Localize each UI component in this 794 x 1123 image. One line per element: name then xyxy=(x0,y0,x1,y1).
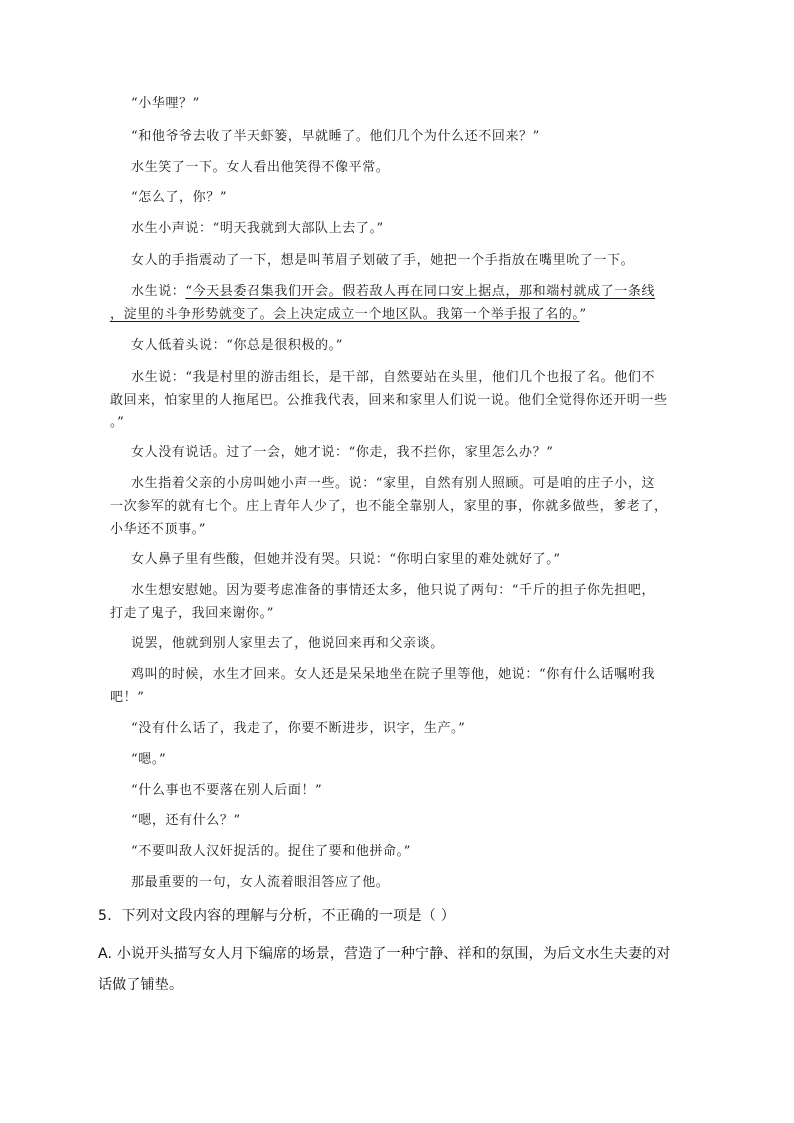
passage-line: “小华哩？” xyxy=(131,96,200,111)
option-a-line: A. 小说开头描写女人月下编席的场景，营造了一种宁静、祥和的氛围，为后文水生夫妻的对 xyxy=(98,946,671,962)
passage-line: 那最重要的一句，女人流着眼泪答应了他。 xyxy=(131,875,390,890)
question-number: 5. xyxy=(98,908,112,924)
passage-line: “和他爷爷去收了半天虾篓，早就睡了。他们几个为什么还不回来？” xyxy=(131,129,540,144)
passage-line: 女人没有说话。过了一会，她才说：“你走，我不拦你，家里怎么办？” xyxy=(131,445,554,460)
passage-line: “怎么了，你？” xyxy=(131,190,228,205)
passage-line: 鸡叫的时候，水生才回来。女人还是呆呆地坐在院子里等他，她说：“你有什么话嘱咐我 xyxy=(131,667,656,682)
passage-line: 女人低着头说：“你总是很积极的。” xyxy=(131,338,343,353)
passage-line: “嗯，还有什么？” xyxy=(131,813,241,828)
passage-line: 说罢，他就到别人家里去了，他说回来再和父亲谈。 xyxy=(131,636,444,651)
passage-line: “什么事也不要落在别人后面！” xyxy=(131,783,323,798)
question-stem xyxy=(98,906,455,926)
passage-line: 一次参军的就有七个。庄上青年人少了，也不能全靠别人，家里的事，你就多做些，爹老了， xyxy=(110,499,668,514)
speaker-prefix: 水生说： xyxy=(131,284,186,299)
passage-line: 小华还不顶事。” xyxy=(110,522,206,537)
passage-line: 打走了鬼子，我回来谢你。” xyxy=(110,606,274,621)
passage-underlined-paragraph xyxy=(131,283,655,301)
passage-line: 女人鼻子里有些酸，但她并没有哭。只说：“你明白家里的难处就好了。” xyxy=(131,552,561,567)
passage-line: 水生想安慰她。因为要考虑准备的事情还太多，他只说了两句：“千斤的担子你先担吧， xyxy=(131,583,656,598)
passage-line: 水生笑了一下。女人看出他笑得不像平常。 xyxy=(131,160,390,175)
closing-quote: ” xyxy=(579,307,587,322)
passage-line: 水生指着父亲的小房叫她小声一些。说：“家里，自然有别人照顾。可是咱的庄子小，这 xyxy=(131,476,656,491)
passage-line: 水生说：“我是村里的游击组长，是干部，自然要站在头里，他们几个也报了名。他们不 xyxy=(131,370,656,385)
passage-line: 吧！” xyxy=(110,690,145,705)
passage-line: 女人的手指震动了一下，想是叫苇眉子划破了手，她把一个手指放在嘴里吮了一下。 xyxy=(131,253,635,268)
question-text: 下列对文段内容的理解与分析，不正确的一项是（ ） xyxy=(121,908,456,924)
passage-line: “嗯。” xyxy=(131,752,167,767)
passage-underlined-continuation xyxy=(110,306,587,324)
passage-line: 敢回来，怕家里的人拖尾巴。公推我代表，回来和家里人们说一说。他们全觉得你还开明一些 xyxy=(110,393,668,408)
passage-line: “不要叫敌人汉奸捉活的。捉住了要和他拼命。” xyxy=(131,844,411,859)
passage-line: 。” xyxy=(110,415,125,430)
passage-line: “没有什么话了，我走了，你要不断进步，识字，生产。” xyxy=(131,721,466,736)
option-a-line: 话做了铺垫。 xyxy=(98,977,184,993)
underlined-text: ，淀里的斗争形势就变了。会上决定成立一个地区队。我第一个举手报了名的。 xyxy=(110,307,580,322)
passage-line: 水生小声说：“明天我就到大部队上去了。” xyxy=(131,221,384,236)
underlined-text: “今天县委召集我们开会。假若敌人再在同口安上据点，那和端村就成了一条线 xyxy=(185,284,656,299)
